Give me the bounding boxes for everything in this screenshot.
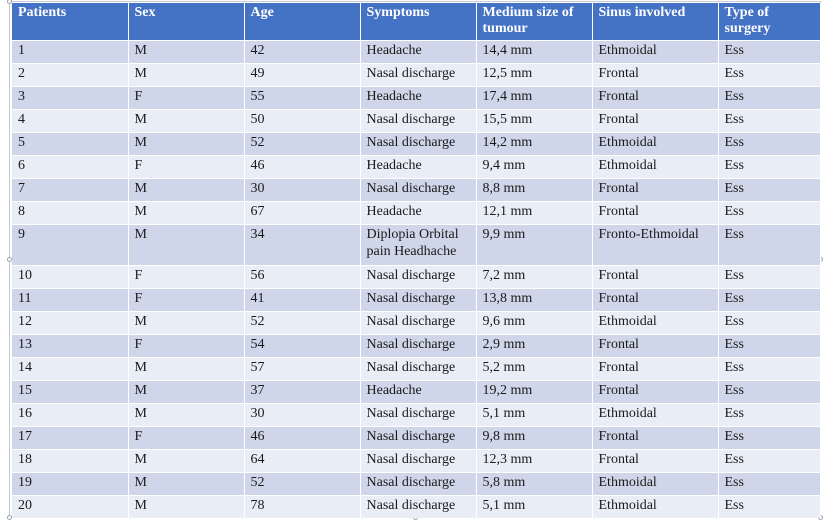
cell-symptoms: Headache bbox=[360, 40, 476, 63]
cell-age: 57 bbox=[244, 357, 360, 380]
cell-tumour-size: 17,4 mm bbox=[476, 86, 592, 109]
cell-tumour-size: 5,1 mm bbox=[476, 403, 592, 426]
cell-tumour-size: 13,8 mm bbox=[476, 288, 592, 311]
table-row bbox=[12, 288, 820, 311]
table-row bbox=[12, 201, 820, 224]
cell-symptoms: Nasal discharge bbox=[360, 426, 476, 449]
cell-symptoms: Nasal discharge bbox=[360, 449, 476, 472]
cell-symptoms: Nasal discharge bbox=[360, 265, 476, 288]
cell-symptoms: Nasal discharge bbox=[360, 334, 476, 357]
cell-surgery: Ess bbox=[718, 201, 820, 224]
table-row bbox=[12, 449, 820, 472]
cell-patient: 1 bbox=[12, 40, 128, 63]
table-row bbox=[12, 178, 820, 201]
cell-symptoms: Nasal discharge bbox=[360, 495, 476, 518]
cell-age: 49 bbox=[244, 63, 360, 86]
cell-tumour-size: 9,8 mm bbox=[476, 426, 592, 449]
cell-sinus: Frontal bbox=[592, 63, 718, 86]
cell-sinus: Ethmoidal bbox=[592, 155, 718, 178]
cell-tumour-size: 9,9 mm bbox=[476, 224, 592, 265]
cell-sex: M bbox=[128, 495, 244, 518]
cell-sinus: Ethmoidal bbox=[592, 495, 718, 518]
cell-surgery: Ess bbox=[718, 311, 820, 334]
cell-patient: 16 bbox=[12, 403, 128, 426]
cell-sex: F bbox=[128, 86, 244, 109]
cell-sex: M bbox=[128, 472, 244, 495]
cell-symptoms: Headache bbox=[360, 380, 476, 403]
header-sex: Sex bbox=[128, 3, 244, 40]
cell-patient: 12 bbox=[12, 311, 128, 334]
cell-surgery: Ess bbox=[718, 63, 820, 86]
cell-tumour-size: 8,8 mm bbox=[476, 178, 592, 201]
cell-surgery: Ess bbox=[718, 86, 820, 109]
cell-sex: M bbox=[128, 201, 244, 224]
cell-sinus: Frontal bbox=[592, 109, 718, 132]
cell-tumour-size: 5,1 mm bbox=[476, 495, 592, 518]
cell-patient: 14 bbox=[12, 357, 128, 380]
cell-surgery: Ess bbox=[718, 495, 820, 518]
cell-sinus: Frontal bbox=[592, 357, 718, 380]
cell-tumour-size: 12,3 mm bbox=[476, 449, 592, 472]
cell-surgery: Ess bbox=[718, 334, 820, 357]
cell-sinus: Frontal bbox=[592, 265, 718, 288]
cell-age: 37 bbox=[244, 380, 360, 403]
cell-surgery: Ess bbox=[718, 357, 820, 380]
cell-patient: 13 bbox=[12, 334, 128, 357]
cell-age: 50 bbox=[244, 109, 360, 132]
cell-tumour-size: 9,6 mm bbox=[476, 311, 592, 334]
header-surgery-type: Type of surgery bbox=[718, 3, 820, 40]
cell-surgery: Ess bbox=[718, 132, 820, 155]
table-row bbox=[12, 155, 820, 178]
table-row bbox=[12, 380, 820, 403]
cell-symptoms: Nasal discharge bbox=[360, 132, 476, 155]
cell-symptoms: Headache bbox=[360, 155, 476, 178]
cell-age: 67 bbox=[244, 201, 360, 224]
table-row bbox=[12, 334, 820, 357]
cell-sex: M bbox=[128, 40, 244, 63]
cell-tumour-size: 12,1 mm bbox=[476, 201, 592, 224]
cell-tumour-size: 5,8 mm bbox=[476, 472, 592, 495]
cell-sinus: Frontal bbox=[592, 449, 718, 472]
cell-age: 55 bbox=[244, 86, 360, 109]
cell-sex: M bbox=[128, 178, 244, 201]
cell-sex: M bbox=[128, 449, 244, 472]
cell-tumour-size: 15,5 mm bbox=[476, 109, 592, 132]
cell-surgery: Ess bbox=[718, 380, 820, 403]
cell-surgery: Ess bbox=[718, 40, 820, 63]
cell-age: 78 bbox=[244, 495, 360, 518]
table-header-row bbox=[12, 3, 820, 40]
cell-symptoms: Nasal discharge bbox=[360, 472, 476, 495]
cell-symptoms: Headache bbox=[360, 86, 476, 109]
cell-sex: F bbox=[128, 265, 244, 288]
cell-tumour-size: 12,5 mm bbox=[476, 63, 592, 86]
cell-patient: 19 bbox=[12, 472, 128, 495]
cell-patient: 11 bbox=[12, 288, 128, 311]
cell-sinus: Ethmoidal bbox=[592, 40, 718, 63]
cell-patient: 15 bbox=[12, 380, 128, 403]
cell-symptoms: Nasal discharge bbox=[360, 178, 476, 201]
cell-sinus: Frontal bbox=[592, 334, 718, 357]
cell-sinus: Frontal bbox=[592, 86, 718, 109]
cell-patient: 3 bbox=[12, 86, 128, 109]
cell-symptoms: Headache bbox=[360, 201, 476, 224]
table-body bbox=[12, 40, 820, 518]
cell-sex: F bbox=[128, 288, 244, 311]
cell-surgery: Ess bbox=[718, 472, 820, 495]
cell-age: 64 bbox=[244, 449, 360, 472]
cell-tumour-size: 2,9 mm bbox=[476, 334, 592, 357]
cell-patient: 8 bbox=[12, 201, 128, 224]
table-row bbox=[12, 40, 820, 63]
table-row bbox=[12, 495, 820, 518]
cell-symptoms: Nasal discharge bbox=[360, 403, 476, 426]
cell-patient: 18 bbox=[12, 449, 128, 472]
cell-age: 41 bbox=[244, 288, 360, 311]
patients-table bbox=[12, 3, 821, 518]
cell-sinus: Ethmoidal bbox=[592, 472, 718, 495]
table-row bbox=[12, 426, 820, 449]
cell-age: 56 bbox=[244, 265, 360, 288]
cell-sinus: Ethmoidal bbox=[592, 311, 718, 334]
cell-surgery: Ess bbox=[718, 449, 820, 472]
table-row bbox=[12, 109, 820, 132]
table-row bbox=[12, 472, 820, 495]
table-row bbox=[12, 224, 820, 265]
cell-surgery: Ess bbox=[718, 288, 820, 311]
cell-surgery: Ess bbox=[718, 426, 820, 449]
table-row bbox=[12, 311, 820, 334]
cell-symptoms: Nasal discharge bbox=[360, 288, 476, 311]
cell-surgery: Ess bbox=[718, 178, 820, 201]
header-age: Age bbox=[244, 3, 360, 40]
cell-patient: 20 bbox=[12, 495, 128, 518]
table-row bbox=[12, 132, 820, 155]
cell-surgery: Ess bbox=[718, 224, 820, 265]
cell-age: 42 bbox=[244, 40, 360, 63]
cell-patient: 17 bbox=[12, 426, 128, 449]
cell-sex: M bbox=[128, 357, 244, 380]
cell-patient: 4 bbox=[12, 109, 128, 132]
table-row bbox=[12, 357, 820, 380]
header-symptoms: Symptoms bbox=[360, 3, 476, 40]
cell-patient: 5 bbox=[12, 132, 128, 155]
cell-age: 30 bbox=[244, 403, 360, 426]
cell-patient: 2 bbox=[12, 63, 128, 86]
table-row bbox=[12, 86, 820, 109]
cell-symptoms: Nasal discharge bbox=[360, 109, 476, 132]
cell-age: 46 bbox=[244, 155, 360, 178]
cell-patient: 9 bbox=[12, 224, 128, 265]
table-row bbox=[12, 403, 820, 426]
cell-age: 54 bbox=[244, 334, 360, 357]
cell-sex: F bbox=[128, 426, 244, 449]
cell-sex: F bbox=[128, 155, 244, 178]
cell-surgery: Ess bbox=[718, 155, 820, 178]
cell-sinus: Frontal bbox=[592, 288, 718, 311]
table-row bbox=[12, 63, 820, 86]
cell-age: 46 bbox=[244, 426, 360, 449]
cell-sex: M bbox=[128, 132, 244, 155]
cell-sex: M bbox=[128, 109, 244, 132]
cell-age: 34 bbox=[244, 224, 360, 265]
cell-patient: 10 bbox=[12, 265, 128, 288]
header-sinus-involved: Sinus involved bbox=[592, 3, 718, 40]
cell-symptoms: Nasal discharge bbox=[360, 357, 476, 380]
cell-sinus: Frontal bbox=[592, 426, 718, 449]
cell-sinus: Ethmoidal bbox=[592, 403, 718, 426]
cell-tumour-size: 5,2 mm bbox=[476, 357, 592, 380]
cell-age: 52 bbox=[244, 132, 360, 155]
cell-tumour-size: 7,2 mm bbox=[476, 265, 592, 288]
cell-sex: M bbox=[128, 63, 244, 86]
cell-tumour-size: 14,4 mm bbox=[476, 40, 592, 63]
cell-sex: M bbox=[128, 311, 244, 334]
cell-symptoms: Diplopia Orbital pain Headhache bbox=[360, 224, 476, 265]
cell-sinus: Ethmoidal bbox=[592, 132, 718, 155]
cell-patient: 7 bbox=[12, 178, 128, 201]
cell-sinus: Fronto-Ethmoidal bbox=[592, 224, 718, 265]
cell-tumour-size: 19,2 mm bbox=[476, 380, 592, 403]
cell-sinus: Frontal bbox=[592, 178, 718, 201]
cell-sinus: Frontal bbox=[592, 201, 718, 224]
cell-surgery: Ess bbox=[718, 403, 820, 426]
cell-surgery: Ess bbox=[718, 265, 820, 288]
header-patients: Patients bbox=[12, 3, 128, 40]
cell-sex: M bbox=[128, 380, 244, 403]
table-row bbox=[12, 265, 820, 288]
cell-sinus: Frontal bbox=[592, 380, 718, 403]
cell-tumour-size: 14,2 mm bbox=[476, 132, 592, 155]
cell-age: 52 bbox=[244, 311, 360, 334]
cell-sex: M bbox=[128, 403, 244, 426]
cell-patient: 6 bbox=[12, 155, 128, 178]
cell-surgery: Ess bbox=[718, 109, 820, 132]
cell-tumour-size: 9,4 mm bbox=[476, 155, 592, 178]
cell-sex: M bbox=[128, 224, 244, 265]
header-tumour-size: Medium size of tumour bbox=[476, 3, 592, 40]
cell-symptoms: Nasal discharge bbox=[360, 63, 476, 86]
cell-sex: F bbox=[128, 334, 244, 357]
cell-age: 52 bbox=[244, 472, 360, 495]
cell-symptoms: Nasal discharge bbox=[360, 311, 476, 334]
cell-age: 30 bbox=[244, 178, 360, 201]
